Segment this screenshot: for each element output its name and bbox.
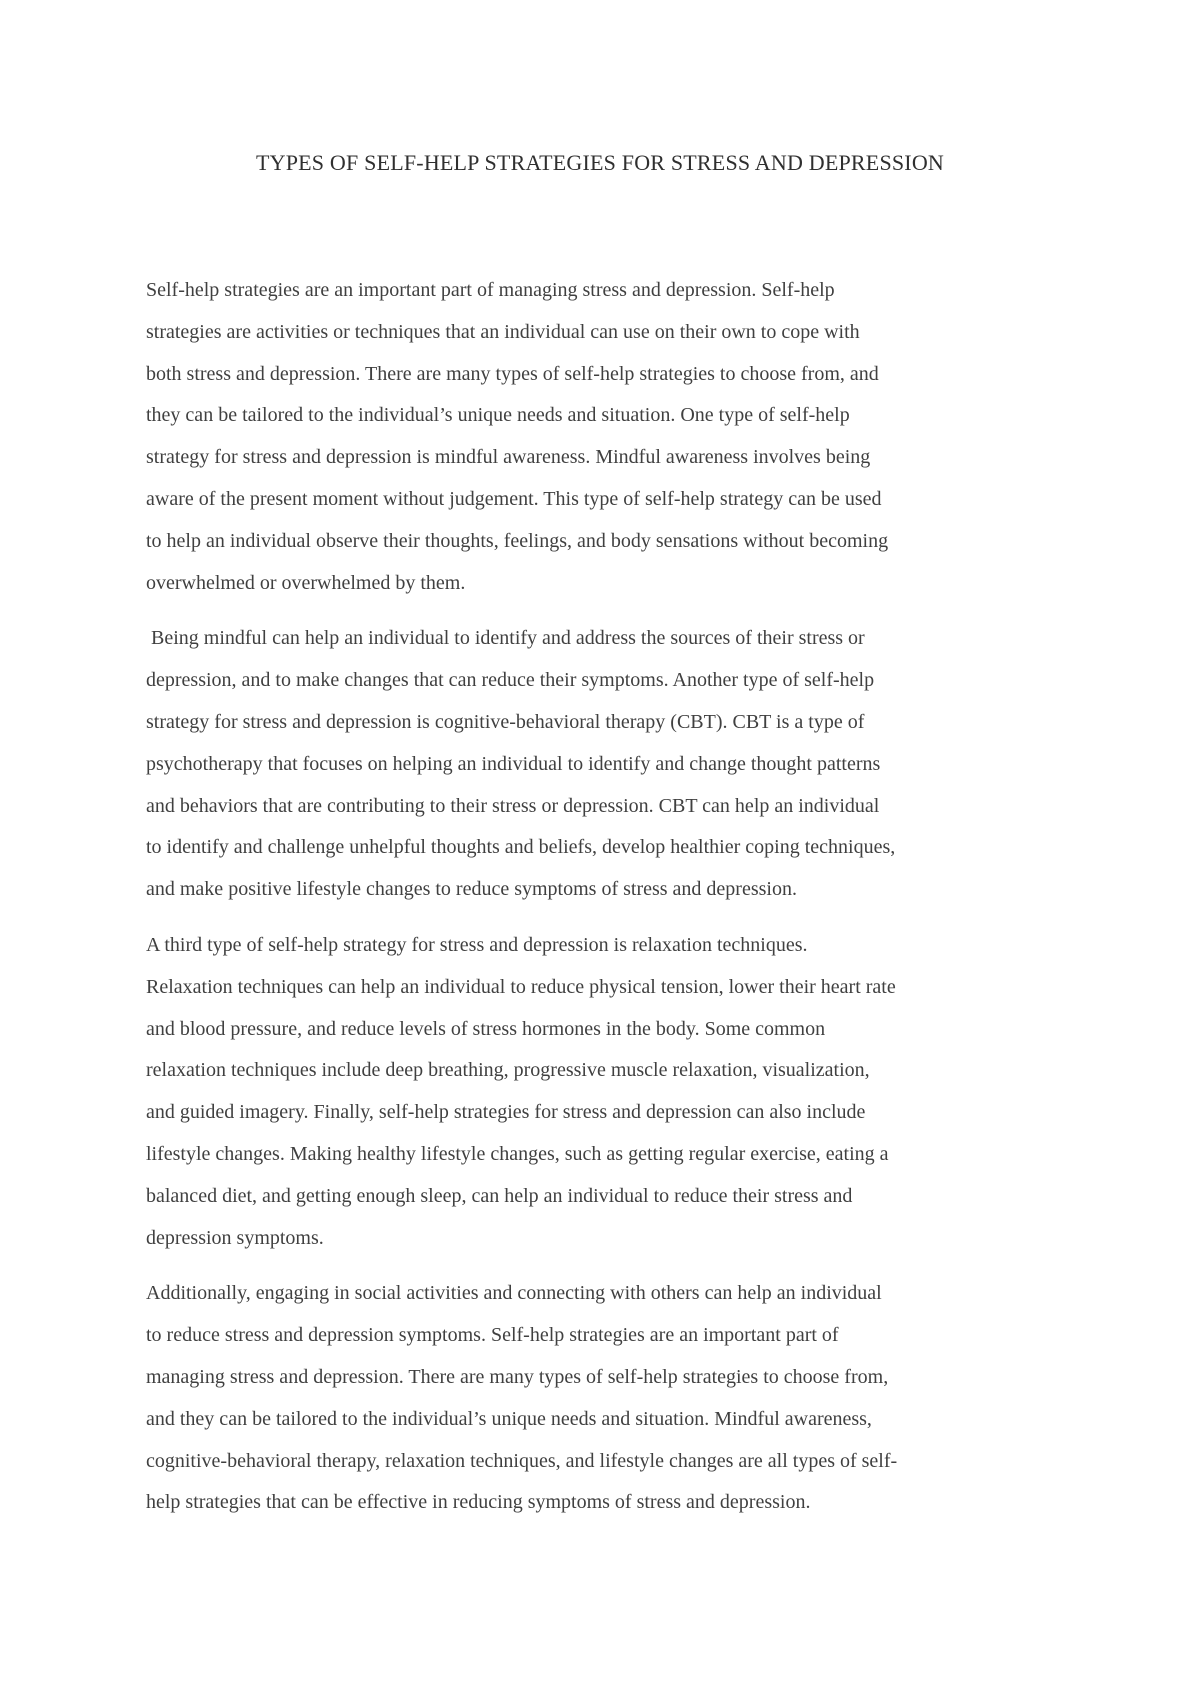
paragraph-line: and guided imagery. Finally, self-help strategies for stress and depression can also include: [146, 1101, 866, 1124]
paragraph-2: [146, 618, 1066, 911]
paragraph-line: and make positive lifestyle changes to reduce symptoms of stress and depression.: [146, 878, 797, 901]
paragraph-line: Additionally, engaging in social activities and connecting with others can help an individual: [146, 1282, 882, 1305]
paragraph-line: relaxation techniques include deep breathing, progressive muscle relaxation, visualization,: [146, 1059, 870, 1082]
paragraph-line: strategy for stress and depression is mindful awareness. Mindful awareness involves being: [146, 446, 871, 469]
paragraph-line: managing stress and depression. There are many types of self-help strategies to choose from,: [146, 1365, 889, 1388]
paragraph-line: to help an individual observe their thoughts, feelings, and body sensations without becoming: [146, 529, 889, 552]
paragraph-3: [146, 925, 1066, 1259]
paragraph-line: cognitive-behavioral therapy, relaxation techniques, and lifestyle changes are all types of self-: [146, 1449, 898, 1472]
paragraph-line: and behaviors that are contributing to their stress or depression. CBT can help an individual: [146, 794, 880, 817]
paragraph-line: Self-help strategies are an important part of managing stress and depression. Self-help: [146, 279, 835, 301]
paragraph-1: [146, 270, 1066, 604]
paragraph-line: strategies are activities or techniques that an individual can use on their own to cope with: [146, 320, 860, 343]
paragraph-line: they can be tailored to the individual’s unique needs and situation. One type of self-help: [146, 404, 850, 427]
document-title: TYPES OF SELF-HELP STRATEGIES FOR STRESS AND DEPRESSION: [255, 150, 945, 175]
paragraph-line: to identify and challenge unhelpful thoughts and beliefs, develop healthier coping techniques,: [146, 836, 896, 859]
paragraph-line: balanced diet, and getting enough sleep, can help an individual to reduce their stress and: [146, 1184, 853, 1207]
document-body: [146, 270, 1066, 1538]
paragraph-line: strategy for stress and depression is cognitive-behavioral therapy (CBT). CBT is a type of: [146, 710, 865, 733]
paragraph-line: depression symptoms.: [146, 1226, 324, 1249]
paragraph-line: Relaxation techniques can help an individual to reduce physical tension, lower their heart rate: [146, 975, 896, 998]
paragraph-4: [146, 1273, 1066, 1524]
paragraph-line: depression, and to make changes that can reduce their symptoms. Another type of self-help: [146, 669, 875, 692]
paragraph-line: help strategies that can be effective in reducing symptoms of stress and depression.: [146, 1491, 811, 1514]
paragraph-line: psychotherapy that focuses on helping an individual to identify and change thought patterns: [146, 752, 881, 775]
paragraph-line: overwhelmed or overwhelmed by them.: [146, 571, 466, 594]
paragraph-line: Being mindful can help an individual to identify and address the sources of their stress or: [146, 627, 865, 650]
paragraph-line: to reduce stress and depression symptoms. Self-help strategies are an important part of: [146, 1324, 839, 1347]
paragraph-line: lifestyle changes. Making healthy lifestyle changes, such as getting regular exercise, eating a: [146, 1142, 889, 1165]
paragraph-line: both stress and depression. There are many types of self-help strategies to choose from, and: [146, 362, 879, 385]
paragraph-line: and blood pressure, and reduce levels of stress hormones in the body. Some common: [146, 1017, 826, 1040]
paragraph-line: aware of the present moment without judgement. This type of self-help strategy can be used: [146, 487, 882, 510]
paragraph-line: A third type of self-help strategy for stress and depression is relaxation techniques.: [146, 933, 808, 956]
paragraph-line: and they can be tailored to the individual’s unique needs and situation. Mindful awareness,: [146, 1407, 872, 1430]
